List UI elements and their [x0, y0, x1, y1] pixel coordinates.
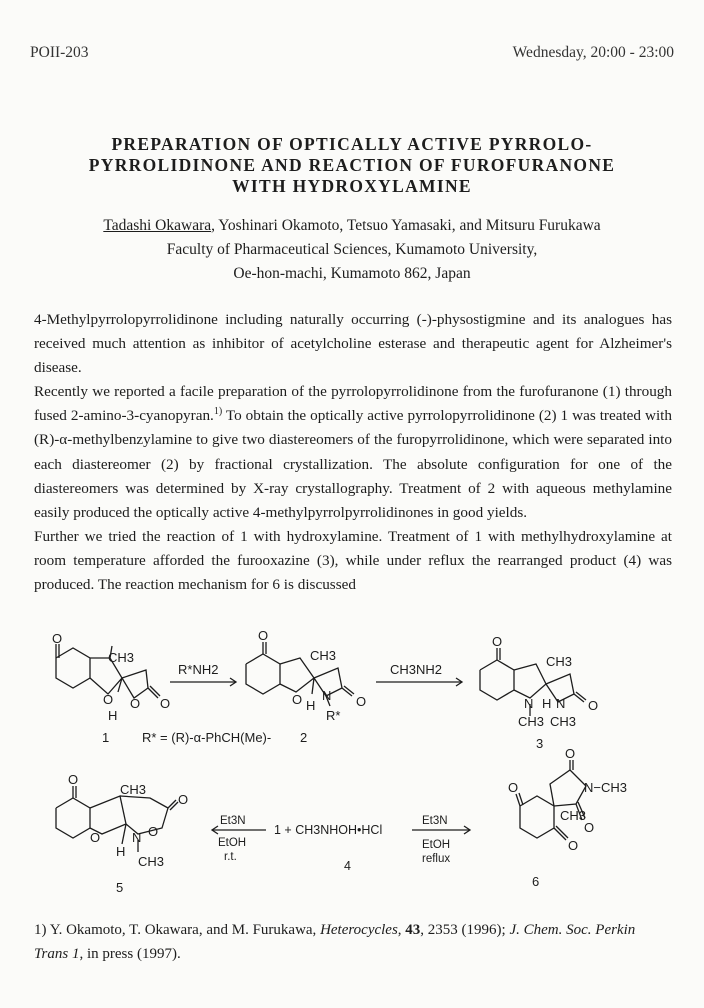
reference-journal-1: Heterocycles [320, 922, 398, 938]
paragraph-1: 4-Methylpyrrolopyrrolidinone including naturally occurring (-)-physostigmine and its analogues has received much attention as inhibitor of acetylcholine esterase and therapeutic agent for Alzheimer's disease. [34, 311, 672, 377]
atom-O: O [160, 696, 171, 711]
arrow-right [412, 826, 470, 834]
atom-CH3: CH3 [518, 714, 545, 729]
atom-O: O [565, 746, 576, 761]
structure-5 [56, 786, 178, 852]
atom-H: H [116, 844, 126, 859]
paper-title [40, 134, 664, 197]
title-line-1: PREPARATION OF OPTICALLY ACTIVE PYRROLO- [111, 134, 593, 154]
compound-label-1: 1 [102, 730, 110, 745]
compound-label-6: 6 [532, 874, 540, 889]
reference-volume: 43 [405, 922, 421, 938]
abstract-body [34, 308, 672, 597]
atom-O: O [130, 696, 141, 711]
session-code: POII-203 [30, 44, 89, 61]
arrow-1 [170, 678, 236, 686]
atom-CH3: CH3 [546, 654, 573, 669]
compound-label-4: 4 [344, 859, 351, 873]
atom-H: H [306, 698, 316, 713]
atom-CH3: CH3 [138, 854, 165, 869]
author-line [40, 214, 664, 238]
atom-H: H [542, 696, 552, 711]
paragraph-2 [34, 380, 672, 525]
title-line-3: WITH HYDROXYLAMINE [232, 176, 472, 196]
rstar-definition: R* = (R)-α-PhCH(Me)- [142, 730, 272, 745]
atom-O: O [258, 630, 269, 643]
atom-N-methyl: N−CH3 [584, 780, 627, 795]
atom-O: O [292, 692, 303, 707]
compound-label-3: 3 [536, 736, 544, 751]
atom-CH3: CH3 [108, 650, 135, 665]
author-block [40, 214, 664, 286]
atom-O: O [508, 780, 519, 795]
atom-O: O [584, 820, 595, 835]
atom-O: O [68, 772, 79, 787]
atom-O: O [52, 631, 63, 646]
atom-CH3: CH3 [120, 782, 147, 797]
reagent-2: CH3NH2 [390, 662, 443, 677]
affiliation-line-2: Oe-hon-machi, Kumamoto 862, Japan [233, 265, 471, 282]
atom-O: O [568, 838, 579, 853]
atom-N: N [322, 688, 332, 703]
atom-N: N [132, 830, 142, 845]
atom-O: O [148, 824, 159, 839]
atom-N: N [556, 696, 566, 711]
citation-superscript: 1) [213, 406, 223, 418]
paragraph-2-part-b: To obtain the optically active pyrrolopyrrolidinone (2) 1 was treated with (R)-α-methylbenzylamine to give two diastereomers of the furopyrrolidinone, which were separated into each diastereomer (2) by fractional crystallization. The absolute configuration for one of the diastereomers was determined by X-ray crystallography. Treatment of 2 with aqueous methylamine easily produced the optically active 4-methylpyrrolpyrrolidinones in good yields. [34, 407, 672, 521]
solvent-right: EtOH [422, 839, 451, 851]
reference-sep: , [397, 922, 406, 938]
base-right: Et3N [422, 815, 448, 827]
atom-CH3: CH3 [310, 648, 337, 663]
atom-O: O [492, 634, 503, 649]
compound-label-2: 2 [300, 730, 308, 745]
paragraph-2-part-a: Recently we reported a facile preparation of the pyrrolopyrrolidinone from the furofuranone (1) through fused 2-amino-3-cyanopyran. [34, 383, 672, 425]
reference-pages: , 2353 (1996); [420, 922, 510, 938]
atom-N: N [524, 696, 534, 711]
co-authors: , Yoshinari Okamoto, Tetsuo Yamasaki, and Mitsuru Furukawa [211, 217, 601, 234]
structure-6 [516, 760, 586, 840]
paragraph-3: Further we tried the reaction of 1 with hydroxylamine. Treatment of 1 with methylhydroxylamine at room temperature afforded the furooxazine (3), while under reflux the rearranged product (4) was produced. The reaction mechanism for 6 is discussed [34, 527, 672, 594]
reaction-scheme [30, 630, 680, 905]
reagent-1: R*NH2 [178, 662, 219, 677]
atom-H: H [108, 708, 118, 723]
atom-CH3: CH3 [560, 808, 587, 823]
reference-status: , in press (1997). [79, 946, 181, 962]
session-time: Wednesday, 20:00 - 23:00 [512, 44, 674, 61]
condition-right: reflux [422, 853, 451, 865]
atom-O: O [103, 692, 114, 707]
scheme-svg [30, 630, 680, 900]
arrow-2 [376, 678, 462, 686]
reference-footnote [34, 918, 672, 966]
presenting-author: Tadashi Okawara [103, 217, 212, 234]
reference-authors: 1) Y. Okamoto, T. Okawara, and M. Furukawa, [34, 922, 321, 938]
atom-O: O [90, 830, 101, 845]
atom-O: O [356, 694, 367, 709]
reference-journal-2: J. Chem. Soc. Perkin Trans 1 [34, 922, 636, 962]
base-left: Et3N [220, 815, 246, 827]
atom-O: O [588, 698, 599, 713]
atom-O: O [178, 792, 189, 807]
atom-Rstar: R* [326, 708, 341, 723]
arrow-left [212, 826, 266, 834]
atom-CH3: CH3 [550, 714, 577, 729]
center-reactants: 1 + CH3NHOH•HCl [274, 823, 383, 837]
solvent-left: EtOH [218, 837, 247, 849]
temp-left: r.t. [224, 851, 237, 863]
compound-label-5: 5 [116, 880, 124, 895]
affiliation-line-1: Faculty of Pharmaceutical Sciences, Kumamoto University, [166, 241, 538, 258]
title-line-2: PYRROLIDINONE AND REACTION OF FUROFURANONE [88, 155, 616, 175]
